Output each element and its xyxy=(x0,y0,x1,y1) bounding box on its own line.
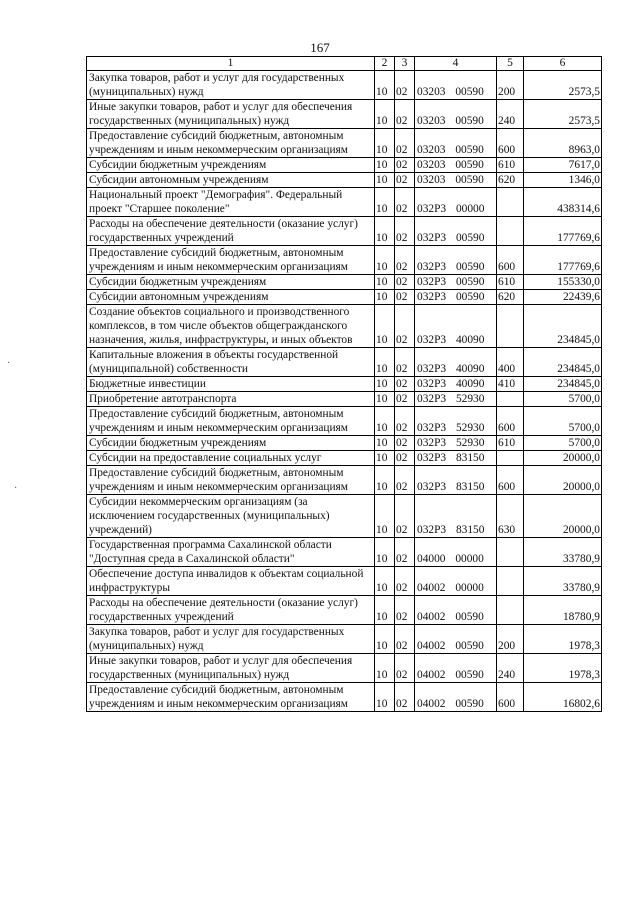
subsection-code: 02 xyxy=(395,129,415,158)
table-row xyxy=(87,683,602,712)
target-article-code: 032Р3 00590 xyxy=(415,246,497,275)
scan-speck: · xyxy=(14,483,18,494)
subsection-code: 02 xyxy=(395,71,415,100)
amount: 2573,5 xyxy=(524,71,602,100)
expense-item-name: Обеспечение доступа инвалидов к объектам социальной инфраструктуры xyxy=(87,567,375,596)
target-article-code: 032Р3 40090 xyxy=(415,377,497,392)
table-row xyxy=(87,188,602,217)
expense-type-code xyxy=(497,538,524,567)
target-article-code: 032Р3 00590 xyxy=(415,290,497,305)
column-header: 6 xyxy=(524,57,602,71)
section-code: 10 xyxy=(375,246,395,275)
section-code: 10 xyxy=(375,392,395,407)
expense-item-name: Капитальные вложения в объекты государственной (муниципальной) собственности xyxy=(87,348,375,377)
expense-item-name: Иные закупки товаров, работ и услуг для обеспечения государственных (муниципальных) нужд xyxy=(87,100,375,129)
amount: 1978,3 xyxy=(524,625,602,654)
scan-speck: · xyxy=(7,358,11,369)
amount: 155330,0 xyxy=(524,275,602,290)
target-article-code: 04002 00590 xyxy=(415,654,497,683)
table-row xyxy=(87,495,602,538)
subsection-code: 02 xyxy=(395,451,415,466)
section-code: 10 xyxy=(375,625,395,654)
amount: 7617,0 xyxy=(524,158,602,173)
expense-type-code xyxy=(497,305,524,348)
subsection-code: 02 xyxy=(395,625,415,654)
section-code: 10 xyxy=(375,654,395,683)
section-code: 10 xyxy=(375,377,395,392)
table-row xyxy=(87,71,602,100)
section-code: 10 xyxy=(375,451,395,466)
amount: 33780,9 xyxy=(524,567,602,596)
target-article-code: 032Р3 83150 xyxy=(415,451,497,466)
target-article-code: 032Р3 52930 xyxy=(415,407,497,436)
expense-item-name: Субсидии автономным учреждениям xyxy=(87,173,375,188)
expense-item-name: Субсидии на предоставление социальных услуг xyxy=(87,451,375,466)
section-code: 10 xyxy=(375,538,395,567)
section-code: 10 xyxy=(375,217,395,246)
table-row xyxy=(87,407,602,436)
expense-item-name: Расходы на обеспечение деятельности (оказание услуг) государственных учреждений xyxy=(87,596,375,625)
subsection-code: 02 xyxy=(395,596,415,625)
target-article-code: 03203 00590 xyxy=(415,100,497,129)
table-row xyxy=(87,129,602,158)
target-article-code: 032Р3 00590 xyxy=(415,217,497,246)
expense-item-name: Приобретение автотранспорта xyxy=(87,392,375,407)
target-article-code: 032Р3 40090 xyxy=(415,305,497,348)
expense-type-code: 600 xyxy=(497,129,524,158)
section-code: 10 xyxy=(375,188,395,217)
expense-type-code: 200 xyxy=(497,71,524,100)
expense-item-name: Субсидии бюджетным учреждениям xyxy=(87,158,375,173)
amount: 5700,0 xyxy=(524,436,602,451)
budget-table-body xyxy=(87,57,602,712)
section-code: 10 xyxy=(375,466,395,495)
section-code: 10 xyxy=(375,407,395,436)
amount: 234845,0 xyxy=(524,348,602,377)
amount: 5700,0 xyxy=(524,392,602,407)
subsection-code: 02 xyxy=(395,436,415,451)
expense-type-code: 600 xyxy=(497,683,524,712)
section-code: 10 xyxy=(375,100,395,129)
table-row xyxy=(87,217,602,246)
amount: 33780,9 xyxy=(524,538,602,567)
expense-type-code xyxy=(497,392,524,407)
expense-item-name: Предоставление субсидий бюджетным, автономным учреждениям и иным некоммерческим организациям xyxy=(87,466,375,495)
section-code: 10 xyxy=(375,436,395,451)
table-row xyxy=(87,246,602,275)
section-code: 10 xyxy=(375,275,395,290)
amount: 1978,3 xyxy=(524,654,602,683)
target-article-code: 032Р3 40090 xyxy=(415,348,497,377)
subsection-code: 02 xyxy=(395,290,415,305)
subsection-code: 02 xyxy=(395,567,415,596)
column-header-row xyxy=(87,57,602,71)
section-code: 10 xyxy=(375,683,395,712)
amount: 8963,0 xyxy=(524,129,602,158)
target-article-code: 032Р3 83150 xyxy=(415,466,497,495)
subsection-code: 02 xyxy=(395,275,415,290)
section-code: 10 xyxy=(375,173,395,188)
table-row xyxy=(87,392,602,407)
amount: 22439,6 xyxy=(524,290,602,305)
section-code: 10 xyxy=(375,567,395,596)
expense-type-code xyxy=(497,188,524,217)
section-code: 10 xyxy=(375,348,395,377)
expense-type-code xyxy=(497,596,524,625)
table-row xyxy=(87,158,602,173)
table-row xyxy=(87,466,602,495)
target-article-code: 032Р3 52930 xyxy=(415,392,497,407)
table-row xyxy=(87,451,602,466)
subsection-code: 02 xyxy=(395,407,415,436)
expense-item-name: Предоставление субсидий бюджетным, автономным учреждениям и иным некоммерческим организациям xyxy=(87,683,375,712)
section-code: 10 xyxy=(375,596,395,625)
table-row xyxy=(87,436,602,451)
subsection-code: 02 xyxy=(395,217,415,246)
amount: 1346,0 xyxy=(524,173,602,188)
target-article-code: 032Р3 52930 xyxy=(415,436,497,451)
subsection-code: 02 xyxy=(395,683,415,712)
expense-type-code xyxy=(497,451,524,466)
target-article-code: 032Р3 00590 xyxy=(415,275,497,290)
expense-item-name: Предоставление субсидий бюджетным, автономным учреждениям и иным некоммерческим организациям xyxy=(87,246,375,275)
expense-item-name: Создание объектов социального и производственного комплексов, в том числе объектов общегражданского назначения, жилья, инфраструктуры, и иных объектов xyxy=(87,305,375,348)
amount: 177769,6 xyxy=(524,246,602,275)
target-article-code: 03203 00590 xyxy=(415,173,497,188)
target-article-code: 03203 00590 xyxy=(415,158,497,173)
expense-item-name: Бюджетные инвестиции xyxy=(87,377,375,392)
expense-item-name: Субсидии некоммерческим организациям (за исключением государственных (муниципальных) учреждений) xyxy=(87,495,375,538)
expense-item-name: Государственная программа Сахалинской области "Доступная среда в Сахалинской области" xyxy=(87,538,375,567)
subsection-code: 02 xyxy=(395,173,415,188)
column-header: 1 xyxy=(87,57,375,71)
subsection-code: 02 xyxy=(395,100,415,129)
table-row xyxy=(87,305,602,348)
subsection-code: 02 xyxy=(395,377,415,392)
table-row xyxy=(87,377,602,392)
table-row xyxy=(87,654,602,683)
expense-item-name: Расходы на обеспечение деятельности (оказание услуг) государственных учреждений xyxy=(87,217,375,246)
expense-type-code xyxy=(497,567,524,596)
expense-type-code: 410 xyxy=(497,377,524,392)
subsection-code: 02 xyxy=(395,158,415,173)
table-row xyxy=(87,596,602,625)
expense-item-name: Иные закупки товаров, работ и услуг для обеспечения государственных (муниципальных) нужд xyxy=(87,654,375,683)
expense-type-code: 240 xyxy=(497,100,524,129)
amount: 20000,0 xyxy=(524,495,602,538)
expense-item-name: Субсидии бюджетным учреждениям xyxy=(87,436,375,451)
target-article-code: 03203 00590 xyxy=(415,129,497,158)
target-article-code: 032Р3 00000 xyxy=(415,188,497,217)
target-article-code: 04002 00000 xyxy=(415,567,497,596)
expense-item-name: Предоставление субсидий бюджетным, автономным учреждениям и иным некоммерческим организациям xyxy=(87,407,375,436)
table-row xyxy=(87,348,602,377)
amount: 234845,0 xyxy=(524,377,602,392)
table-row xyxy=(87,275,602,290)
section-code: 10 xyxy=(375,290,395,305)
expense-type-code: 600 xyxy=(497,246,524,275)
amount: 16802,6 xyxy=(524,683,602,712)
target-article-code: 04002 00590 xyxy=(415,625,497,654)
expense-type-code: 630 xyxy=(497,495,524,538)
expense-type-code: 620 xyxy=(497,173,524,188)
subsection-code: 02 xyxy=(395,495,415,538)
column-header: 3 xyxy=(395,57,415,71)
expense-type-code: 610 xyxy=(497,158,524,173)
table-row xyxy=(87,538,602,567)
subsection-code: 02 xyxy=(395,348,415,377)
table-row xyxy=(87,290,602,305)
expense-item-name: Субсидии бюджетным учреждениям xyxy=(87,275,375,290)
expense-type-code: 600 xyxy=(497,466,524,495)
amount: 438314,6 xyxy=(524,188,602,217)
subsection-code: 02 xyxy=(395,188,415,217)
amount: 20000,0 xyxy=(524,466,602,495)
page-number: 167 xyxy=(310,40,330,55)
expense-type-code: 200 xyxy=(497,625,524,654)
amount: 5700,0 xyxy=(524,407,602,436)
table-row xyxy=(87,100,602,129)
column-header: 4 xyxy=(415,57,497,71)
expense-item-name: Предоставление субсидий бюджетным, автономным учреждениям и иным некоммерческим организациям xyxy=(87,129,375,158)
column-header: 2 xyxy=(375,57,395,71)
table-row xyxy=(87,567,602,596)
subsection-code: 02 xyxy=(395,392,415,407)
expense-item-name: Закупка товаров, работ и услуг для государственных (муниципальных) нужд xyxy=(87,71,375,100)
budget-table xyxy=(86,56,602,712)
amount: 177769,6 xyxy=(524,217,602,246)
expense-type-code: 620 xyxy=(497,290,524,305)
subsection-code: 02 xyxy=(395,654,415,683)
expense-type-code xyxy=(497,217,524,246)
column-header: 5 xyxy=(497,57,524,71)
subsection-code: 02 xyxy=(395,305,415,348)
expense-type-code: 400 xyxy=(497,348,524,377)
table-row xyxy=(87,173,602,188)
expense-type-code: 610 xyxy=(497,436,524,451)
subsection-code: 02 xyxy=(395,246,415,275)
section-code: 10 xyxy=(375,71,395,100)
expense-item-name: Субсидии автономным учреждениям xyxy=(87,290,375,305)
expense-type-code: 610 xyxy=(497,275,524,290)
section-code: 10 xyxy=(375,495,395,538)
subsection-code: 02 xyxy=(395,466,415,495)
table-row xyxy=(87,625,602,654)
amount: 18780,9 xyxy=(524,596,602,625)
subsection-code: 02 xyxy=(395,538,415,567)
target-article-code: 04002 00590 xyxy=(415,683,497,712)
amount: 20000,0 xyxy=(524,451,602,466)
amount: 234845,0 xyxy=(524,305,602,348)
target-article-code: 03203 00590 xyxy=(415,71,497,100)
expense-item-name: Закупка товаров, работ и услуг для государственных (муниципальных) нужд xyxy=(87,625,375,654)
amount: 2573,5 xyxy=(524,100,602,129)
expense-type-code: 240 xyxy=(497,654,524,683)
section-code: 10 xyxy=(375,129,395,158)
section-code: 10 xyxy=(375,158,395,173)
section-code: 10 xyxy=(375,305,395,348)
target-article-code: 04000 00000 xyxy=(415,538,497,567)
expense-item-name: Национальный проект "Демография". Федеральный проект "Старшее поколение" xyxy=(87,188,375,217)
target-article-code: 032Р3 83150 xyxy=(415,495,497,538)
expense-type-code: 600 xyxy=(497,407,524,436)
target-article-code: 04002 00590 xyxy=(415,596,497,625)
